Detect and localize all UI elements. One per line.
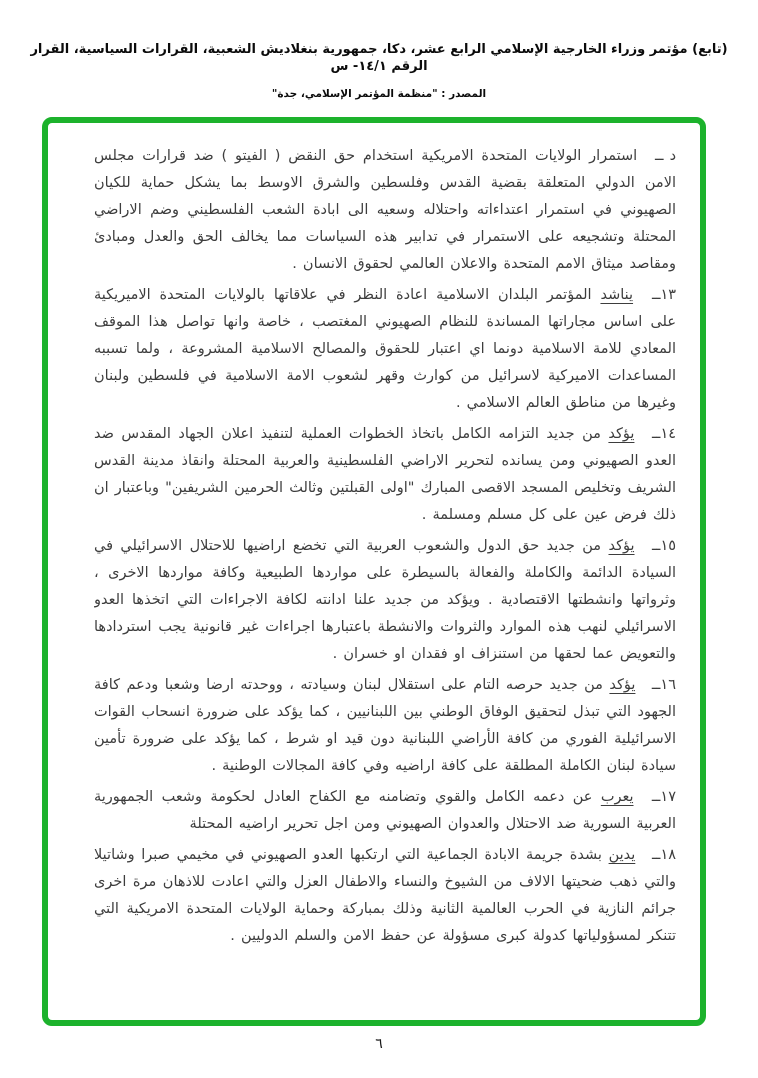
paragraph-text: من جديد حرصه التام على استقلال لبنان وسيادته ، ووحدته ارضا وشعبا ودعم كافة الجهود التي تبذل لتحقيق الوفاق الوطني بين اللبنانيين ، كما يؤكد على ضرورة انسحاب القوات الاسرائيلية الفوري من كافة الأراضي اللبنانية دون قيد او شرط ، كما يؤكد على ضرورة تأمين سيادة لبنان الكاملة المطلقة على كافة اراضيه وفي كافة المجالات الوطنية .: [94, 677, 676, 774]
paragraph-lead-word: استمرار: [589, 148, 638, 164]
paragraph: [94, 672, 676, 780]
paragraph-marker: ١٤ــ: [651, 426, 676, 442]
header-title: (تابع) مؤتمر وزراء الخارجية الإسلامي الرابع عشر، دكا، جمهورية بنغلاديش الشعبية، القرارات السياسية، القرار الرقم ١٤/١- س: [30, 42, 728, 74]
paragraph-text: من جديد التزامه الكامل باتخاذ الخطوات العملية لتنفيذ اعلان الجهاد المقدس ضد العدو الصهيوني ومن يسانده لتحرير الاراضي الفلسطينية والعربية المحتلة وانقاذ مدينة القدس الشريف وتخليص المسجد الاقصى المبارك "اولى القبلتين وثالث الحرمين الشريفين" وباعتبار ان ذلك فرض عين على كل مسلم ومسلمة .: [94, 426, 676, 523]
paragraph-marker: ١٣ــ: [651, 287, 676, 303]
paragraph: [94, 784, 676, 838]
paragraph-text: المؤتمر البلدان الاسلامية اعادة النظر في علاقاتها بالولايات المتحدة الاميريكية على اساس مجاراتها المساندة للنظام الصهيوني المغتصب ، خاصة وانها تواصل هذا الموقف المعادي للامة الاسلامية دونما اي اعتبار للحقوق والمصالح الاسلامية المشروعة ، ولما تسببه المساعدات الاميركية لاسرائيل من كوارث وقهر لشعوب الامة الاسلامية في فلسطين ولبنان وغيرها من مناطق العالم الاسلامي .: [94, 287, 676, 411]
document-body: [94, 143, 676, 1008]
paragraph-text: الولايات المتحدة الامريكية استخدام حق النقض ( الفيتو ) ضد قرارات مجلس الامن الدولي المتعلقة بقضية القدس وفلسطين والشرق الاوسط بما يشكل حماية للكيان الصهيوني في استمرار اعتداءاته واحتلاله وسعيه الى ابادة الشعب الفلسطيني وضم الاراضي المحتلة وتشجيعه على الاستمرار في تدابير هذه السياسات مما يخالف الحق والعدل ومبادئ ومقاصد ميثاق الامم المتحدة والاعلان العالمي لحقوق الانسان .: [94, 148, 676, 272]
paragraph-marker: د ــ: [654, 148, 676, 164]
paragraph-text: بشدة جريمة الابادة الجماعية التي ارتكبها العدو الصهيوني في مخيمي صبرا وشاتيلا والتي ذهب ضحيتها الالاف من الشيوخ والنساء والاطفال العزل والتي اعادت للاذهان مرة اخرى جرائم النازية في الحرب العالمية الثانية وذلك بمباركة وحماية الولايات المتحدة الامريكية التي تتنكر لمسؤولياتها كدولة كبرى مسؤولة عن حفظ الامن والسلم الدوليين .: [94, 847, 676, 944]
document-header: [0, 0, 758, 100]
paragraph-text: عن دعمه الكامل والقوي وتضامنه مع الكفاح العادل لحكومة وشعب الجمهورية العربية السورية ضد الاحتلال والعدوان الصهيوني ومن اجل تحرير اراضيه المحتلة: [94, 789, 676, 832]
paragraph-marker: ١٧ــ: [651, 789, 676, 805]
paragraph-lead-word: يدين: [608, 847, 636, 863]
paragraph-text: من جديد حق الدول والشعوب العربية التي تخضع اراضيها للاحتلال الاسرائيلي في السيادة الدائمة والكاملة والفعالة بالسيطرة على مواردها الطبيعية وكافة مواردها الاخرى ، وثرواتها وانشطتها الاقتصادية . ويؤكد من جديد علنا ادانته لكافة الاجراءات التي اتخذها العدو الاسرائيلي لنهب هذه الموارد والثروات والانشطة باعتبارها اجراءات غير قانونية يجب استردادها والتعويض عما لحقها من استنزاف او فقدان او خسران .: [94, 538, 676, 662]
paragraph: [94, 421, 676, 529]
paragraph: [94, 282, 676, 417]
paragraph-lead-word: يعرب: [600, 789, 634, 805]
paragraph-lead-word: يؤكد: [608, 426, 635, 442]
paragraph: [94, 143, 676, 278]
paragraph-marker: ١٥ــ: [651, 538, 676, 554]
green-highlight-frame: [42, 117, 706, 1026]
paragraph: [94, 842, 676, 950]
header-source: المصدر : "منظمة المؤتمر الإسلامي، جدة": [271, 87, 487, 100]
page-number: ٦: [375, 1036, 383, 1052]
paragraph-marker: ١٨ــ: [651, 847, 676, 863]
paragraph-marker: ١٦ــ: [651, 677, 676, 693]
paragraph-lead-word: يناشد: [600, 287, 634, 303]
paragraph-lead-word: يؤكد: [608, 538, 635, 554]
paragraph-lead-word: يؤكد: [609, 677, 636, 693]
paragraph: [94, 533, 676, 668]
